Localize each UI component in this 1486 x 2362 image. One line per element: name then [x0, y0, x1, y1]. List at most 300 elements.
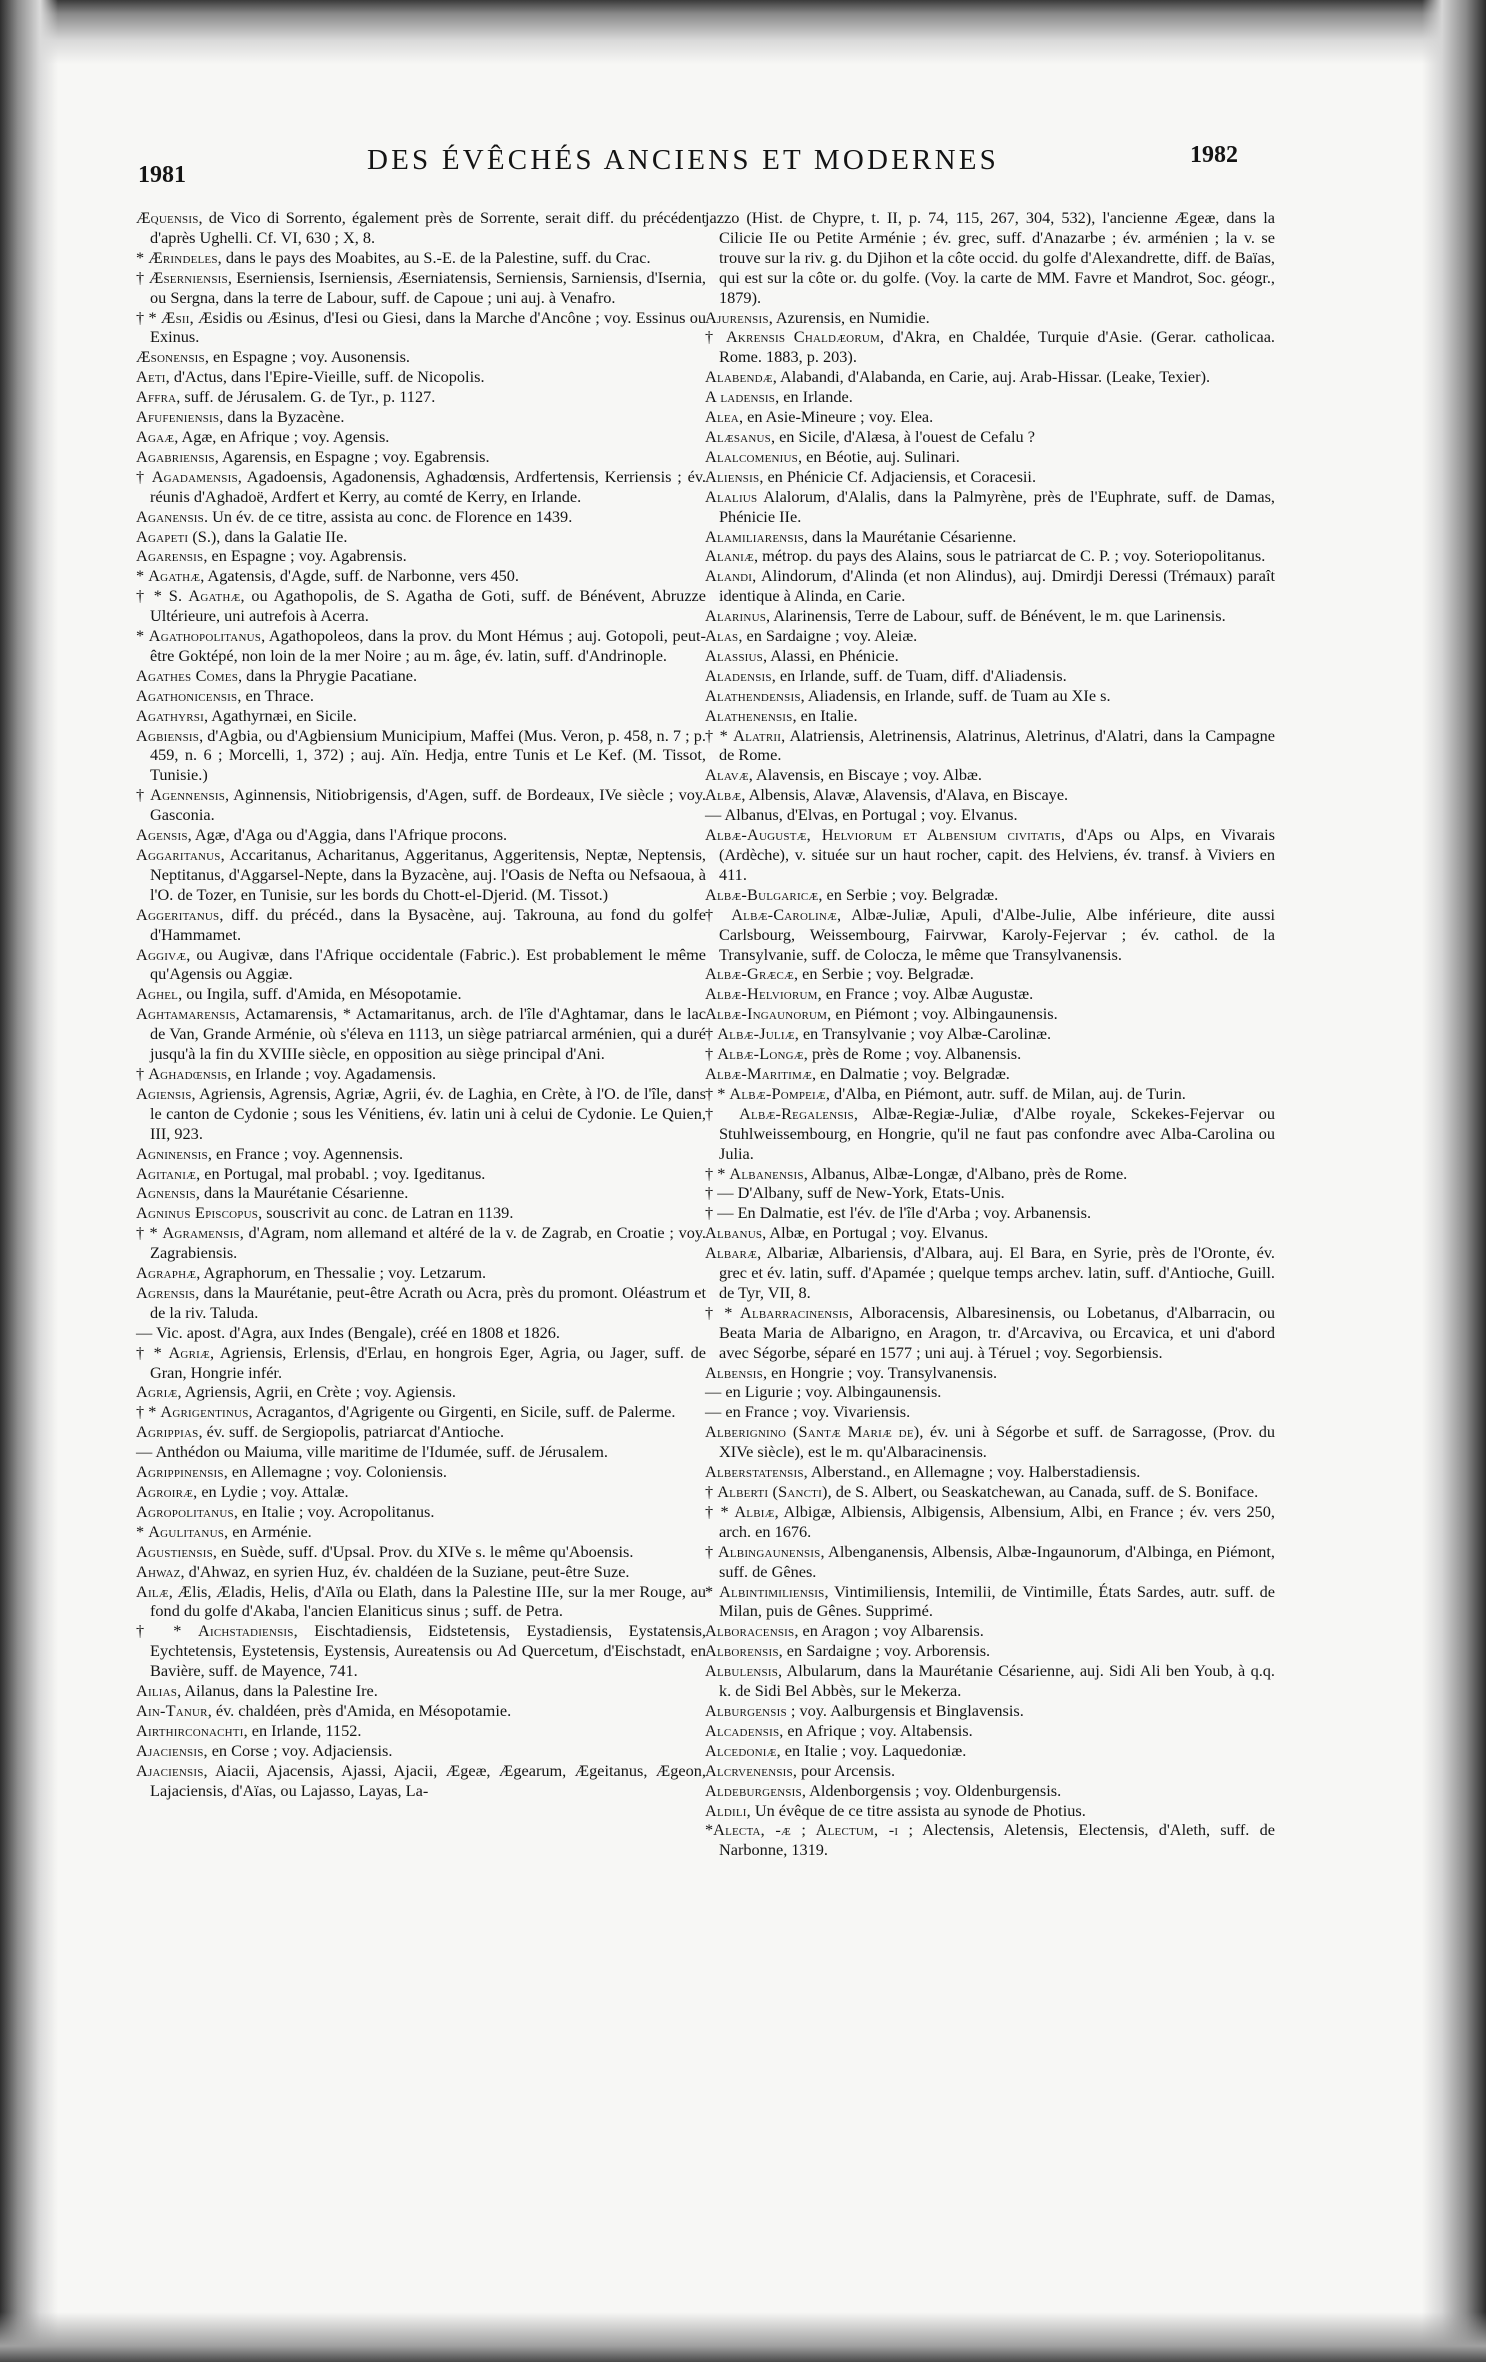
entry-text: , Aginnensis, Nitiobrigensis, d'Agen, suff. de Bordeaux, IVe siècle ; voy. Gasconia. — [150, 785, 706, 825]
entry — [705, 566, 1275, 606]
entry-marker: † * — [705, 1083, 730, 1103]
entry-headword: Æsonensis — [136, 347, 205, 367]
entry — [136, 785, 706, 825]
entry-headword: Aggeritanus — [136, 904, 220, 924]
entry — [705, 825, 1275, 885]
entry-marker: * — [705, 1581, 720, 1601]
entry — [705, 487, 1275, 527]
entry-headword: Aghtamarensis — [136, 1004, 236, 1024]
entry-text: , en Sicile, d'Alæsa, à l'ouest de Cefalu ? — [770, 426, 1035, 446]
entry — [136, 1223, 706, 1263]
entry-headword: Albæ-Maritimæ — [705, 1063, 812, 1083]
entry-headword: Agustiensis — [136, 1541, 213, 1561]
entry — [136, 1064, 706, 1084]
entry — [705, 308, 1275, 328]
entry-text: , en France ; voy. Albæ Augustæ. — [817, 984, 1034, 1004]
entry-headword: Albæ-Augustæ, Helviorum et Albensium civitatis — [705, 825, 1061, 845]
entry-headword: Aichstadiensis — [198, 1621, 294, 1641]
entry-headword: Agrigentinus — [160, 1402, 249, 1422]
entry — [136, 407, 706, 427]
entry-text: , Accaritanus, Acharitanus, Aggeritanus, Aggeritensis, Neptæ, Neptensis, Neptitanus, d'Aggarsel-Nepte, dans la Byzacène, auj. l'Oasis de Nefta ou Nefsaoua, à l'O. de Tozer, en Tunisie, sur les bords du Chott-el-Djerid. (M. Tissot.) — [150, 845, 706, 904]
entry-text: , Alboracensis, Albaresinensis, ou Lobetanus, d'Albarracin, ou Beata Maria de Albarigno, en Aragon, tr. d'Arcaviva, ou Ercavica, et uni d'abord avec Ségorbe, séparé en 1577 ; uni auj. à Téruel ; voy. Segorbiensis. — [719, 1302, 1275, 1362]
entry-text: , Albigæ, Albiensis, Albigensis, Albensium, Albi, en France ; év. vers 250, arch. en 1676. — [719, 1501, 1276, 1541]
entry — [136, 1522, 706, 1542]
entry — [705, 1542, 1275, 1582]
entry-text: , d'Akra, en Chaldée, Turquie d'Asie. (Gerar. catholicaa. Rome. 1883, p. 203). — [719, 327, 1275, 367]
entry — [136, 1462, 706, 1482]
entry-headword: Agathonicensis — [136, 685, 238, 705]
entry-text: , d'Agram, nom allemand et altéré de la v. de Zagrab, en Croatie ; voy. Zagrabiensis. — [150, 1223, 707, 1263]
entry-text: , souscrivit au conc. de Latran en 1139. — [258, 1203, 514, 1223]
entry-headword: Agninus Episcopus — [136, 1203, 259, 1223]
entry-headword: Alcadensis — [705, 1720, 780, 1740]
entry — [136, 1621, 706, 1681]
entry — [705, 1164, 1275, 1184]
entry-text: , Albariæ, Albariensis, d'Albara, auj. El Bara, en Syrie, près de l'Oronte, év. grec et év. latin, suff. d'Apamée ; quelque temps archev. latin, suff. d'Antioche, Guill. de Tyr, VII, 8. — [719, 1243, 1275, 1302]
entry — [705, 1024, 1275, 1044]
right-column — [705, 208, 1275, 1860]
entry-headword: Alamiliarensis — [705, 526, 804, 546]
entry-text: , Eserniensis, Iserniensis, Æserniatensis, Serniensis, Sarniensis, d'Isernia, ou Sergna, dans la terre de Labour, suff. de Capoue ; uni auj. à Venafro. — [150, 267, 706, 307]
entry-text: , en Serbie ; voy. Belgradæ. — [794, 964, 974, 984]
entry-marker: — — [705, 1382, 726, 1402]
entry — [705, 1621, 1275, 1641]
entry-text: , dans le pays des Moabites, au S.-E. de la Palestine, suff. du Crac. — [217, 247, 651, 267]
entry-headword: Aghel — [136, 984, 179, 1004]
entry-headword: Albaræ — [705, 1243, 758, 1263]
entry-marker: † — [136, 785, 151, 805]
entry — [136, 586, 706, 626]
entry — [705, 1044, 1275, 1064]
entry-text: , en Béotie, auj. Sulinari. — [798, 446, 960, 466]
entry-text: , en Piémont ; voy. Albingaunensis. — [827, 1004, 1058, 1024]
entry-marker: † — [136, 1063, 149, 1083]
entry — [705, 1004, 1275, 1024]
entry-marker: — — [136, 1442, 156, 1462]
entry-headword: Alathendensis — [705, 685, 801, 705]
entry — [136, 984, 706, 1004]
entry-marker: † — [705, 1044, 718, 1064]
entry — [705, 467, 1275, 487]
entry — [705, 1701, 1275, 1721]
entry-headword: Æquensis — [136, 208, 199, 227]
entry — [136, 347, 706, 367]
entry-text: , Acragantos, d'Agrigente ou Girgenti, en Sicile, suff. de Palerme. — [248, 1402, 676, 1422]
entry — [705, 1482, 1275, 1502]
entry-headword: Æserniensis — [148, 267, 228, 287]
entry-marker: * — [136, 626, 149, 646]
entry — [705, 1203, 1275, 1223]
entry-headword: Albingaunensis — [717, 1541, 821, 1561]
entry-headword: Albæ-Longæ — [717, 1044, 804, 1064]
entry-headword: Agraphæ — [136, 1263, 197, 1283]
entry-text: jazzo (Hist. de Chypre, t. II, p. 74, 115, 267, 304, 532), l'ancienne Ægeæ, dans la Cilicie IIe ou Petite Arménie ; év. grec, suff. d'Anazarbe ; év. arménien ; la v. se trouve sur la riv. g. du Djihon et la côte occid. du golfe d'Alexandrette, diff. de Baïas, qui est sur la côte or. du golfe. (Voy. la carte de MM. Favre et Mandrot, Soc. géogr., 1879). — [705, 208, 1275, 307]
entry — [136, 308, 706, 348]
entry-headword: Alavæ — [705, 765, 749, 785]
entry-headword: Albæ-Regalensis — [739, 1103, 854, 1123]
entry-headword: Albæ-Ingaunorum — [705, 1004, 828, 1024]
entry-headword: Ailæ — [136, 1581, 169, 1601]
scan-edge-bottom — [0, 2312, 1486, 2362]
entry-text: (S.), dans la Galatie IIe. — [188, 526, 348, 546]
entry — [705, 984, 1275, 1004]
entry — [705, 805, 1275, 825]
entry-headword: Aldili — [705, 1800, 747, 1820]
entry — [136, 1263, 706, 1283]
entry-marker: † — [136, 466, 152, 486]
entry-headword: Agaæ — [136, 426, 175, 446]
entry-text: , Agriensis, Agrii, en Crète ; voy. Agiensis. — [177, 1382, 456, 1402]
page-number-right: 1982 — [1190, 142, 1238, 168]
entry-text: , Agæ, en Afrique ; voy. Agensis. — [174, 426, 390, 446]
entry-text: , en Thrace. — [237, 685, 314, 705]
entry-text: , Alberstand., en Allemagne ; voy. Halberstadiensis. — [803, 1462, 1141, 1482]
entry-text: , Agriensis, Erlensis, d'Erlau, en hongrois Eger, Agria, ou Jager, suff. de Gran, Hongrie infér. — [150, 1342, 707, 1382]
entry-text: , Ælis, Æladis, Helis, d'Aïla ou Elath, dans la Palestine IIIe, sur la mer Rouge, au fond du golfe d'Akaba, l'ancien Elaniticus sinus ; suff. de Petra. — [150, 1581, 706, 1621]
entry — [136, 208, 706, 248]
entry — [136, 1323, 706, 1343]
entry-headword: Agriæ — [168, 1342, 210, 1362]
entry — [705, 706, 1275, 726]
entry-text: , d'Ahwaz, en syrien Huz, év. chaldéen de la Suziane, peut-être Suze. — [180, 1561, 630, 1581]
entry-text: , en Asie-Mineure ; voy. Elea. — [738, 407, 934, 427]
entry-headword: Albæ-Bulgaricæ — [705, 884, 819, 904]
entry-headword: Alberti (Sancti) — [717, 1482, 828, 1501]
entry — [136, 1562, 706, 1582]
entry-marker: — — [136, 1322, 157, 1342]
entry-text: , en Transylvanie ; voy Albæ-Carolinæ. — [794, 1024, 1052, 1044]
entry-headword: Alaniæ — [705, 546, 755, 566]
entry-headword: Albiæ — [734, 1501, 775, 1521]
entry-headword: Aldeburgensis — [705, 1780, 802, 1800]
entry — [136, 845, 706, 905]
entry-text: , Ailanus, dans la Palestine Ire. — [177, 1681, 378, 1701]
scan-edge-left — [0, 0, 58, 2362]
entry-marker: † * — [705, 1501, 735, 1521]
entry-text: , Un évêque de ce titre assista au synode de Photius. — [746, 1800, 1086, 1820]
entry-text: , Azurensis, en Numidie. — [768, 307, 930, 327]
entry — [705, 765, 1275, 785]
entry-text: , ou Augivæ, dans l'Afrique occidentale (Fabric.). Est probablement le même qu'Agensis ou Aggiæ. — [150, 944, 706, 984]
entry-text: , en Lydie ; voy. Attalæ. — [193, 1482, 349, 1501]
entry-text: Anthédon ou Maiuma, ville maritime de l'Idumée, suff. de Jérusalem. — [155, 1442, 608, 1462]
page-title: DES ÉVÊCHÉS ANCIENS ET MODERNES — [367, 144, 999, 176]
entry — [705, 327, 1275, 367]
entry-headword: Agroiræ — [136, 1482, 194, 1501]
entry-headword: Alberstatensis — [705, 1462, 804, 1482]
entry-text: , ou Ingila, suff. d'Amida, en Mésopotamie. — [178, 984, 462, 1004]
entry-text: , en Italie. — [792, 705, 858, 725]
entry-text: Vic. apost. d'Agra, aux Indes (Bengale), créé en 1808 et 1826. — [156, 1322, 560, 1342]
entry-headword: Agriæ — [136, 1382, 178, 1402]
entry-headword: Alcrvenensis — [705, 1760, 793, 1780]
entry — [705, 646, 1275, 666]
entry-marker: † — [705, 1541, 718, 1561]
entry — [705, 1781, 1275, 1801]
entry-text: , en Irlande ; voy. Agadamensis. — [227, 1063, 437, 1083]
entry — [705, 1582, 1275, 1622]
entry-text: , Albæ-Juliæ, Apuli, d'Albe-Julie, Albe inférieure, dite aussi Carlsbourg, Weissembourg, Fairvwar, Karoly-Fejervar ; év. cathol. de la Transylvanie, suff. de Colocza, le même que Transylvanensis. — [719, 904, 1275, 964]
entry — [136, 1183, 706, 1203]
entry-marker: † * — [705, 1163, 730, 1183]
entry-headword: Agitaniæ — [136, 1163, 197, 1183]
entry-text: , dans la Maurétanie Césarienne. — [803, 526, 1017, 546]
entry — [136, 268, 706, 308]
entry — [136, 1701, 706, 1721]
entry-headword: Agabriensis — [136, 446, 215, 466]
entry-text: ; voy. Aalburgensis et Binglavensis. — [786, 1700, 1024, 1720]
entry-text: Alalorum, d'Alalis, dans la Palmyrène, près de l'Euphrate, suff. de Damas, Phénicie IIe. — [719, 486, 1275, 526]
entry-text: , Agatensis, d'Agde, suff. de Narbonne, vers 450. — [200, 566, 519, 586]
entry-marker: † — [705, 1024, 718, 1044]
entry-marker: † * — [705, 725, 734, 745]
entry-text: , Agriensis, Agrensis, Agriæ, Agrii, év. de Laghia, en Crète, à l'O. de l'île, dans le canton de Cydonie ; sous les Vénitiens, év. latin uni à celui de Cydonie. Le Quien, III, 923. — [150, 1083, 706, 1143]
entry-text: , en Afrique ; voy. Altabensis. — [779, 1720, 973, 1740]
entry-headword: Aggaritanus — [136, 845, 221, 864]
entry — [705, 427, 1275, 447]
entry-headword: Ahwaz — [136, 1561, 181, 1581]
entry-text: , év. uni à Ségorbe et suff. de Sarragosse, (Prov. du XIVe siècle), est le m. qu'Albaracinensis. — [719, 1422, 1275, 1462]
entry — [705, 1761, 1275, 1781]
entry-headword: Ajurensis — [705, 307, 769, 327]
entry — [136, 527, 706, 547]
entry — [705, 1104, 1275, 1164]
entry-headword: Agrippinensis — [136, 1462, 224, 1482]
entry — [136, 905, 706, 945]
entry-text: , Agæ, d'Aga ou d'Aggia, dans l'Afrique procons. — [187, 825, 508, 845]
entry-marker: † — — [705, 1183, 738, 1203]
entry — [136, 248, 706, 268]
entry — [136, 706, 706, 726]
entry-text: , en Espagne ; voy. Agabrensis. — [203, 546, 407, 566]
entry-text: , d'Aps ou Alps, en Vivarais (Ardèche), v. située sur un haut rocher, capit. des Helviens, év. transf. à Viviers en 411. — [719, 825, 1275, 884]
entry — [136, 1582, 706, 1622]
entry — [136, 546, 706, 566]
entry-marker: † — — [705, 1203, 738, 1223]
entry-text: , Albæ-Regiæ-Juliæ, d'Albe royale, Sckekes-Fejervar ou Stuhlweissembourg, en Hongrie, qu'il ne faut pas confondre avec Alba-Carolina ou Julia. — [719, 1103, 1275, 1163]
entry-text: , en Dalmatie ; voy. Belgradæ. — [811, 1063, 1010, 1083]
entry-headword: Alathenensis — [705, 705, 793, 725]
entry — [136, 1442, 706, 1462]
entry-text: , Agraphorum, en Thessalie ; voy. Letzarum. — [196, 1263, 487, 1283]
entry-text: , Aiacii, Ajacensis, Ajassi, Ajacii, Ægeæ, Ægearum, Ægeitanus, Ægeon, Lajaciensis, d'Aïas, ou Lajasso, Layas, La- — [150, 1760, 706, 1800]
entry-headword: Albarracinensis — [740, 1302, 849, 1322]
entry — [705, 964, 1275, 984]
entry — [705, 1243, 1275, 1303]
entry-marker: † * — [136, 307, 161, 327]
entry-text: D'Albany, suff de New-York, Etats-Unis. — [737, 1183, 1005, 1203]
entry-text: , de S. Albert, ou Seaskatchewan, au Canada, suff. de S. Boniface. — [827, 1482, 1259, 1501]
entry-text: , de Vico di Sorrento, également près de Sorrente, serait diff. du précédent d'après Ughelli. Cf. VI, 630 ; X, 8. — [150, 208, 706, 247]
entry — [705, 447, 1275, 467]
entry-headword: Albæ-Pompeiæ — [729, 1083, 826, 1103]
entry-text: , Agarensis, en Espagne ; voy. Egabrensis. — [214, 446, 490, 466]
entry — [705, 1820, 1275, 1860]
entry-headword: Akrensis Chaldæorum — [725, 327, 880, 347]
entry — [705, 1382, 1275, 1402]
entry-text: , en Sardaigne ; voy. Aleiæ. — [738, 626, 918, 646]
entry — [705, 666, 1275, 686]
entry — [136, 1164, 706, 1184]
entry-text: , dans la Phrygie Pacatiane. — [238, 665, 418, 685]
entry-text: , en Arménie. — [224, 1521, 312, 1541]
entry-marker: † * — [705, 1302, 741, 1322]
entry — [136, 427, 706, 447]
entry-headword: Agrippias — [136, 1422, 199, 1442]
entry-headword: Agrensis — [136, 1282, 196, 1302]
entry — [705, 1801, 1275, 1821]
entry — [136, 367, 706, 387]
entry-text: , év. chaldéen, près d'Amida, en Mésopotamie. — [207, 1700, 512, 1720]
entry-text: , pour Arcensis. — [792, 1760, 896, 1780]
entry — [136, 945, 706, 985]
entry-headword: Alabendæ — [705, 367, 773, 387]
entry-text: , en Irlande. — [775, 387, 853, 407]
left-column — [136, 208, 706, 1801]
entry-headword: Albæ-Helviorum — [705, 984, 818, 1004]
entry-headword: Agbiensis — [136, 725, 200, 745]
entry-headword: Albanensis — [729, 1163, 804, 1183]
entry-headword: Alarinus — [705, 606, 767, 626]
entry — [136, 1084, 706, 1144]
entry-headword: Agathæ — [148, 566, 201, 586]
entry-headword: Agapeti — [136, 526, 189, 546]
entry — [136, 1343, 706, 1383]
entry-text: , Actamarensis, * Actamaritanus, arch. de l'île d'Aghtamar, dans le lac de Van, Grande Arménie, où s'éleva en 1113, un siège patriarcal arménien, qui a duré jusqu'à la fin du XVIIIe siècle, en opposition au siège principal d'Ani. — [150, 1004, 706, 1064]
entry-headword: Albæ-Græcæ — [705, 964, 795, 984]
entry-marker: * — [136, 1521, 149, 1541]
entry-text: , Agadoensis, Agadonensis, Aghadœnsis, Ardfertensis, Kerriensis ; év. réunis d'Aghadoë, Ardfert et Kerry, au comté de Kerry, en Irlande. — [150, 466, 707, 506]
entry — [705, 686, 1275, 706]
entry — [136, 447, 706, 467]
entry-text: , Alarinensis, Terre de Labour, suff. de Bénévent, le m. que Larinensis. — [766, 606, 1226, 626]
entry — [705, 1422, 1275, 1462]
entry-text: , dans la Maurétanie Césarienne. — [195, 1183, 409, 1203]
entry-text: , en Irlande, suff. de Tuam, diff. d'Aliadensis. — [771, 665, 1067, 685]
entry-headword: Agropolitanus — [136, 1501, 234, 1521]
entry-headword: Alas — [705, 626, 739, 646]
entry — [705, 606, 1275, 626]
entry-headword: Aganensis — [136, 506, 204, 526]
entry-headword: Agramensis — [162, 1223, 240, 1243]
entry — [705, 1661, 1275, 1701]
entry — [136, 1422, 706, 1442]
entry-headword: Alcedoniæ — [705, 1740, 777, 1760]
entry-marker: † — [705, 1482, 718, 1501]
entry-text: , en Portugal, mal probabl. ; voy. Igeditanus. — [196, 1163, 486, 1183]
entry-headword: Aliensis — [705, 466, 760, 486]
entry-marker: † * — [136, 1402, 161, 1422]
entry-text: , en Serbie ; voy. Belgradæ. — [818, 884, 999, 904]
entry-text: , d'Alba, en Piémont, autr. suff. de Milan, auj. de Turin. — [825, 1083, 1186, 1103]
entry-text: en France ; voy. Vivariensis. — [725, 1402, 911, 1422]
entry-headword: Airthirconachti — [136, 1720, 244, 1740]
entry-headword: Alecta, -æ ; Alectum, -i — [713, 1820, 899, 1840]
entry — [705, 1462, 1275, 1482]
entry-text: , Alindorum, d'Alinda (et non Alindus), auj. Dmirdji Deressi (Trémaux) paraît identique à Alinda, en Carie. — [719, 566, 1275, 606]
entry — [705, 1223, 1275, 1243]
entry-text: , en Italie ; voy. Acropolitanus. — [233, 1501, 435, 1521]
entry-headword: Alæsanus — [705, 426, 771, 446]
entry-headword: Agathopolitanus — [148, 626, 262, 646]
entry-text: , Albensis, Alavæ, Alavensis, d'Alava, en Biscaye. — [741, 785, 1069, 805]
entry-text: , métrop. du pays des Alains, sous le patriarcat de C. P. ; voy. Soteriopolitanus. — [754, 546, 1266, 566]
entry-headword: Agarensis — [136, 546, 204, 566]
entry-text: Albanus, d'Elvas, en Portugal ; voy. Elvanus. — [724, 805, 1018, 825]
entry-text: , en Allemagne ; voy. Coloniensis. — [223, 1462, 447, 1482]
entry-text: , suff. de Jérusalem. G. de Tyr., p. 1127. — [176, 387, 436, 407]
entry — [705, 208, 1275, 308]
entry-headword: Ailias — [136, 1681, 178, 1701]
entry-headword: Albulensis — [705, 1661, 779, 1681]
entry — [705, 1183, 1275, 1203]
entry — [136, 507, 706, 527]
entry — [705, 1303, 1275, 1363]
entry-marker: † * — [136, 1342, 169, 1362]
entry-text: ; Alectensis, Aletensis, Electensis, d'Aleth, suff. de Narbonne, 1319. — [719, 1820, 1275, 1860]
entry-text: , d'Agbia, ou d'Agbiensium Municipium, Maffei (Mus. Veron, p. 458, n. 7 ; p. 459, n. 6 ; Morcelli, 1, 372) ; auj. Aïn. Hedja, entre Tunis et Le Kef. (M. Tissot, Tunisie.) — [150, 725, 706, 785]
entry-text: En Dalmatie, est l'év. de l'île d'Arba ; voy. Arbanensis. — [737, 1203, 1092, 1223]
entry-headword: Agiensis — [136, 1083, 192, 1103]
entry — [136, 1721, 706, 1741]
entry — [136, 467, 706, 507]
entry-text: . Un év. de ce titre, assista au conc. de Florence en 1439. — [203, 506, 573, 526]
entry-marker: — — [705, 805, 725, 825]
entry-marker: — — [705, 1402, 726, 1422]
entry-headword: Æsii — [160, 307, 190, 327]
entry — [705, 1641, 1275, 1661]
entry-text: , en Italie ; voy. Laquedoniæ. — [776, 1740, 967, 1760]
entry-headword: Albintimiliensis — [719, 1581, 825, 1601]
entry — [705, 785, 1275, 805]
entry-text: , Agathopoleos, dans la prov. du Mont Hémus ; auj. Gotopoli, peut-être Goktépé, non loin de la mer Noire ; au m. âge, év. latin, suff. d'Andrinople. — [150, 626, 706, 665]
entry-headword: Aggivæ — [136, 944, 187, 964]
entry-text: , en Espagne ; voy. Ausonensis. — [204, 347, 410, 367]
entry-headword: Aghadœnsis — [148, 1063, 228, 1083]
entry-headword: Albæ — [705, 785, 742, 805]
entry — [705, 905, 1275, 965]
entry-text: , ou Agathopolis, de S. Agatha de Goti, suff. de Bénévent, Abruzze Ultérieure, uni autrefois à Acerra. — [150, 586, 707, 626]
entry-text: , dans la Maurétanie, peut-être Acrath ou Acra, près du promont. Oléastrum et de la riv. Taluda. — [150, 1282, 706, 1322]
entry-text: , Alatriensis, Aletrinensis, Alatrinus, Aletrinus, d'Alatri, dans la Campagne de Rome. — [719, 725, 1275, 765]
entry-marker: * — [136, 566, 149, 586]
entry-marker: † * — [136, 586, 169, 606]
page-number-left: 1981 — [138, 162, 186, 188]
entry — [136, 626, 706, 666]
entry-text: , Eischtadiensis, Eidstetensis, Eystadiensis, Eystatensis, Eychtetensis, Eystetensis, Eystensis, Aureatensis ou Ad Quercetum, d'Eischstadt, en Bavière, suff. de Mayence, 741. — [150, 1621, 707, 1681]
entry-marker: † * — [136, 1223, 163, 1243]
entry — [705, 367, 1275, 387]
entry — [705, 1502, 1275, 1542]
entry — [136, 1681, 706, 1701]
entry — [136, 1502, 706, 1522]
entry — [136, 1283, 706, 1323]
entry-marker: † — [136, 267, 149, 287]
entry-headword: Agulitanus — [148, 1521, 225, 1541]
running-header — [128, 142, 1238, 186]
entry-headword: Albæ-Juliæ — [717, 1024, 795, 1044]
entry — [136, 1382, 706, 1402]
entry-text: en Ligurie ; voy. Albingaunensis. — [725, 1382, 942, 1402]
entry — [136, 1004, 706, 1064]
entry — [136, 1741, 706, 1761]
entry-headword: Alalcomenius — [705, 446, 798, 466]
entry — [136, 726, 706, 786]
entry-headword: Ærindeles — [148, 247, 218, 267]
entry-headword: Albæ-Carolinæ — [731, 904, 837, 924]
entry-headword: S. Agathæ — [168, 586, 241, 606]
entry-headword: Alburgensis — [705, 1700, 787, 1720]
